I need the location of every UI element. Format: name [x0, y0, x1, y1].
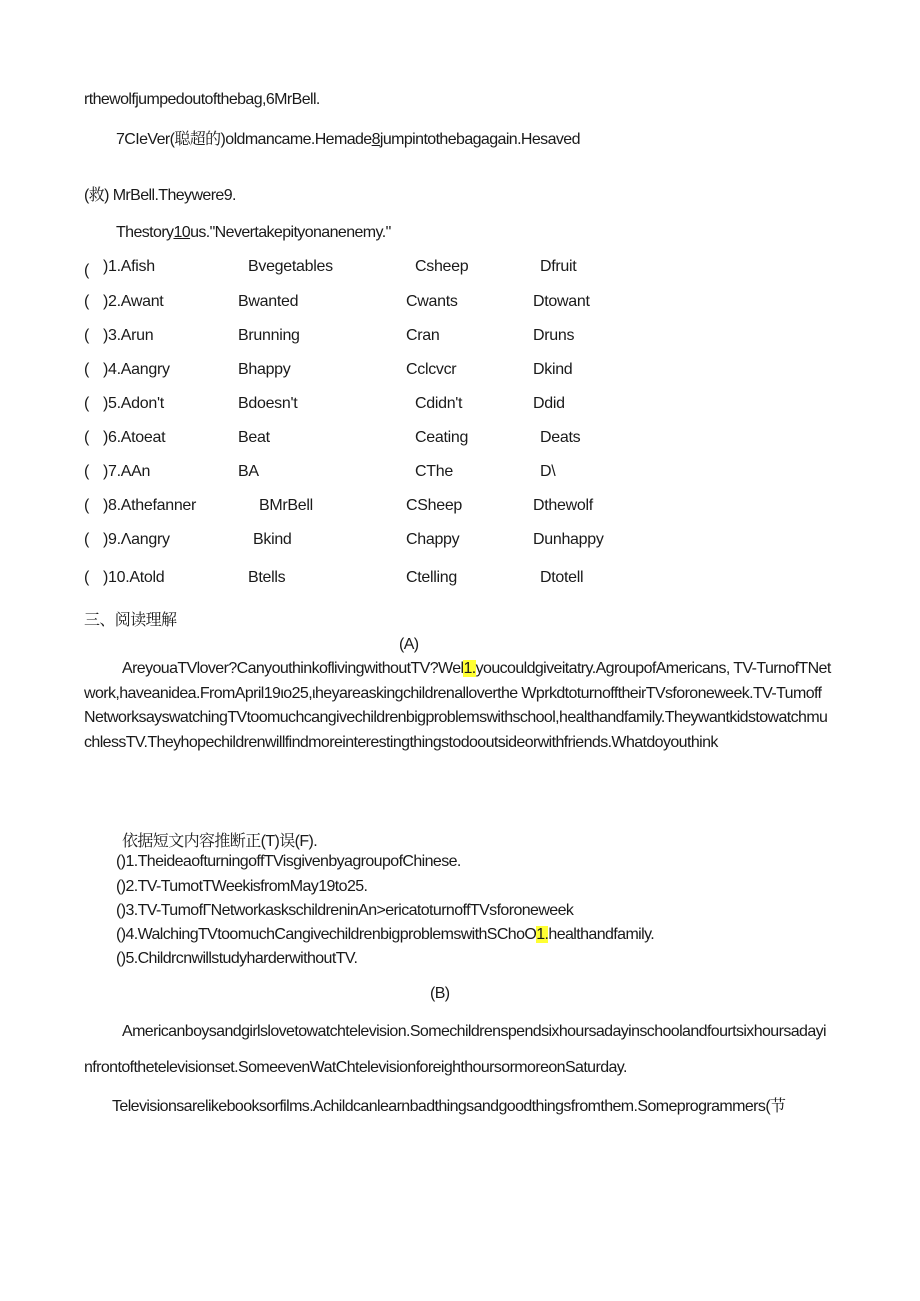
option-b: Beat [238, 429, 270, 446]
option-b: Bvegetables [248, 258, 333, 275]
option-d: Druns [533, 327, 575, 344]
option-c: Ceating [415, 429, 469, 446]
blank-10: 10 [173, 224, 191, 241]
tf-instruction: 依据短文内容推断正(T)误(F). [122, 833, 318, 850]
option-d: Deats [540, 429, 581, 446]
question-number-option-a: )3.Arun [103, 327, 154, 344]
tf-statement-3: ()3.TV-TumofΓNetworkaskschildreninAn>ericatoturnoffTVsforoneweek [116, 902, 574, 919]
passage-line-1: rthewolfjumpedoutofthebag,6MrBell. [84, 91, 320, 108]
option-d: D\ [540, 463, 556, 480]
option-d: Dtotell [540, 569, 584, 586]
option-c: Ctelling [406, 569, 457, 586]
passage-a-text [84, 657, 832, 755]
tf-statement-4-start: ()4.WalchingTVtoomuchCangivechildrenbigproblemswithSChoO [116, 926, 537, 943]
question-row [84, 497, 704, 519]
option-c: Cdidn't [415, 395, 463, 412]
question-row [84, 395, 704, 417]
answer-paren: ( [84, 463, 90, 480]
option-b: BA [238, 463, 259, 480]
option-b: BMrBell [259, 497, 313, 514]
question-row [84, 463, 704, 485]
question-row [84, 327, 704, 349]
passage-line-3: (救) MrBell.Theywere9. [84, 187, 236, 204]
question-row [84, 293, 704, 315]
tf-statement-1: ()1.TheideaofturningoffTVisgivenbyagroupofChinese. [116, 853, 461, 870]
option-d: Dtowant [533, 293, 590, 310]
question-number-option-a: )8.Athefanner [103, 497, 197, 514]
question-number-option-a: )10.Atold [103, 569, 165, 586]
question-number-option-a: )2.Awant [103, 293, 164, 310]
option-c: Csheep [415, 258, 469, 275]
passage-line-2 [116, 130, 580, 150]
question-number-option-a: )4.Aangry [103, 361, 170, 378]
question-number-option-a: )9.Λangry [103, 531, 170, 548]
option-d: Ddid [533, 395, 565, 412]
passage-a-text-start: AreyouaTVlover?CanyouthinkoflivingwithoutTV?Wel [122, 660, 464, 677]
question-row [84, 429, 704, 451]
option-c: CThe [415, 463, 453, 480]
option-b: Bhappy [238, 361, 291, 378]
option-c: CSheep [406, 497, 463, 514]
option-d: Dthewolf [533, 497, 593, 514]
answer-paren: ( [84, 395, 90, 412]
tf-statement-4-end: healthandfamily. [548, 926, 655, 943]
highlight-2: 1. [536, 926, 549, 943]
option-c: Cwants [406, 293, 458, 310]
question-row [84, 361, 704, 383]
passage-line-2-start: 7CIeVer(聪超的)oldmancame.Hemade [116, 131, 372, 148]
answer-paren: ( [84, 429, 90, 446]
option-b: Bwanted [238, 293, 299, 310]
answer-paren: ( [84, 293, 90, 310]
question-number-option-a: )7.AAn [103, 463, 151, 480]
option-d: Dfruit [540, 258, 577, 275]
tf-statement-2: ()2.TV-TumotTWeekisfromMay19to25. [116, 878, 368, 895]
question-row [84, 531, 704, 553]
question-number-option-a: )1.Afish [103, 258, 155, 275]
blank-8: 8 [371, 131, 380, 148]
option-b: Brunning [238, 327, 300, 344]
option-b: Bdoesn't [238, 395, 298, 412]
passage-a-label: (A) [399, 636, 419, 653]
answer-paren: ( [84, 361, 90, 378]
answer-paren: ( [84, 262, 90, 279]
passage-b-label: (B) [430, 985, 450, 1002]
tf-statement-5: ()5.ChildrcnwillstudyharderwithoutTV. [116, 950, 358, 967]
passage-a-text-end: youcouldgiveitatry.AgroupofAmericans, TV-TurnofTNetwork,haveanidea.FromApril19ιo25,ιheyareaskingchildrenalloverthe WprkdtoturnofftheirTVsforoneweek.TV-TumoffNetworksayswatchingTVtoomuchcangivechildrenbigproblemswithschool,healthandfamily.TheywantkidstowatchmuchlessTV.Theyhopechildrenwillfindmoreinterestingthingstodooutsideorwithfriends.Whatdoyouthink [84, 660, 831, 751]
option-c: Chappy [406, 531, 460, 548]
passage-b-paragraph-1: Americanboysandgirlslovetowatchtelevision.Somechildrenspendsixhoursadayinschoolandfourtsixhoursadayinfrontofthetelevisionset.SomeevenWatChtelevisionforeighthoursormoreonSaturday. [84, 1023, 826, 1076]
passage-line-2-end: jumpintothebagagain.Hesaved [379, 131, 580, 148]
question-number-option-a: )5.Adon't [103, 395, 164, 412]
option-c: Cclcvcr [406, 361, 457, 378]
answer-paren: ( [84, 497, 90, 514]
passage-line-4 [116, 223, 391, 243]
option-c: Cran [406, 327, 440, 344]
option-b: Bkind [253, 531, 292, 548]
tf-statement-4 [116, 925, 654, 945]
passage-line-4-start: Thestory [116, 224, 174, 241]
option-d: Dkind [533, 361, 573, 378]
question-row [84, 258, 704, 280]
section-title: 三、阅读理解 [84, 612, 177, 629]
passage-line-4-end: us."Nevertakepityonanenemy." [190, 224, 391, 241]
answer-paren: ( [84, 569, 90, 586]
question-row [84, 569, 704, 591]
option-b: Btells [248, 569, 286, 586]
highlight-1: 1. [463, 660, 476, 677]
answer-paren: ( [84, 327, 90, 344]
option-d: Dunhappy [533, 531, 604, 548]
question-number-option-a: )6.Atoeat [103, 429, 166, 446]
passage-b-paragraph-2: Televisionsarelikebooksorfilms.Achildcanlearnbadthingsandgoodthingsfromthem.Someprogrammers(节 [112, 1098, 786, 1115]
answer-paren: ( [84, 531, 90, 548]
